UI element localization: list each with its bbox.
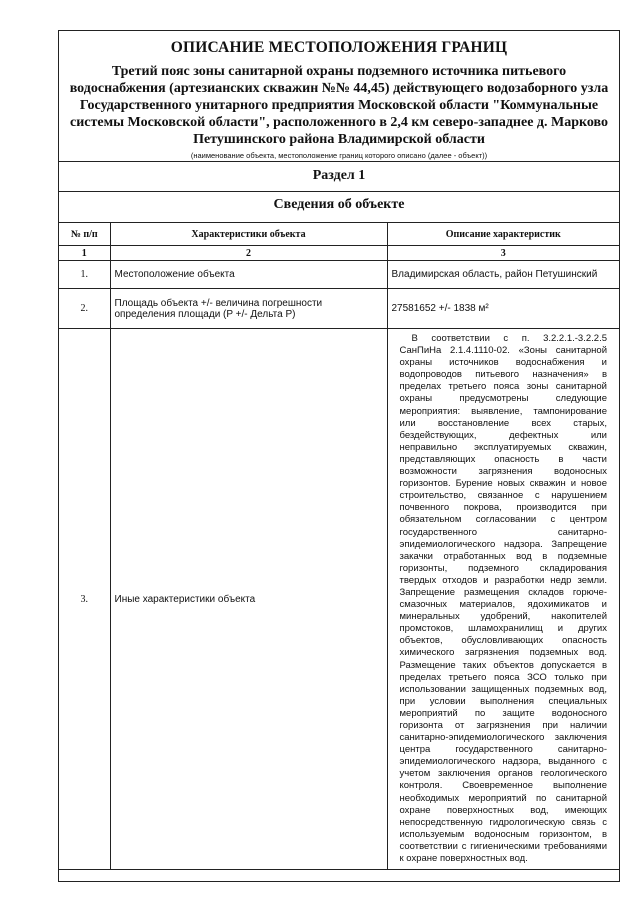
table-row bbox=[59, 289, 619, 329]
divider bbox=[59, 191, 619, 192]
column-header: Характеристики объекта bbox=[110, 223, 387, 246]
row-number: 1. bbox=[59, 261, 110, 289]
column-number: 1 bbox=[59, 246, 110, 261]
column-number: 3 bbox=[387, 246, 619, 261]
object-description: Третий пояс зоны санитарной охраны подземного источника питьевого водоснабжения (артезианских скважин №№ 44,45) действующего водозаборного узла Государственного унитарного предприятия Московской области "Коммунальные системы Московской области", расположенного в 2,4 км северо-западнее д. Марково Петушинского района Владимирской области bbox=[69, 64, 609, 147]
row-number: 2. bbox=[59, 289, 110, 329]
row-characteristic: Иные характеристики объекта bbox=[110, 329, 387, 870]
object-info-table bbox=[59, 222, 619, 870]
row-description: В соответствии с п. 3.2.2.1.-3.2.2.5 СанПиНа 2.1.4.1110-02. «Зоны санитарной охраны источников водоснабжения и водопроводов питьевого назначения» в пределах третьего пояса зоны санитарной охраны предусмотрены следующие мероприятия: выявление, тампонирование или восстановление всех старых, бездействующих, дефектных или неправильно эксплуатируемых скважин, представляющих опасность в части возможности загрязнения водоносных горизонтов. Бурение новых скважин и новое строительство, связанное с нарушением почвенного покрова, производится при обязательном согласовании с центром государственного санитарно-эпидемиологического надзора. Запрещение закачки отработанных вод в подземные горизонты, подземного складирования твердых отходов и разработки недр земли. Запрещение размещения складов горюче-смазочных материалов, ядохимикатов и минеральных удобрений, накопителей промстоков, шламохранилищ и других объектов, обусловливающих опасность химического загрязнения подземных вод. Размещение таких объектов допускается в пределах третьего пояса ЗСО только при использовании защищенных подземных вод, при условии выполнения специальных мероприятий по защите водоносного горизонта от загрязнения при наличии санитарно-эпидемиологического заключения центра государственного санитарно-эпидемиологического надзора, выданного с учетом заключения органов геологического контроля. Своевременное выполнение необходимых мероприятий по санитарной охране поверхностных вод, имеющих непосредственную гидрологическую связь с используемым водоносным горизонтом, в соответствии с гигиеническими требованиями к охране поверхностных вод. bbox=[387, 329, 619, 870]
object-caption: (наименование объекта, местоположение границ которого описано (далее - объект)) bbox=[190, 151, 488, 160]
row-characteristic: Местоположение объекта bbox=[110, 261, 387, 289]
table-row bbox=[59, 329, 619, 870]
column-number-row bbox=[59, 246, 619, 261]
section-name: Раздел 1 bbox=[312, 168, 366, 183]
row-characteristic: Площадь объекта +/- величина погрешности определения площади (P +/- Дельта P) bbox=[110, 289, 387, 329]
table-row bbox=[59, 261, 619, 289]
column-header: № п/п bbox=[59, 223, 110, 246]
row-description: 27581652 +/- 1838 м² bbox=[387, 289, 619, 329]
column-number: 2 bbox=[110, 246, 387, 261]
document-frame bbox=[58, 30, 620, 882]
column-header: Описание характеристик bbox=[387, 223, 619, 246]
document-title: ОПИСАНИЕ МЕСТОПОЛОЖЕНИЯ ГРАНИЦ bbox=[170, 39, 508, 56]
divider bbox=[59, 161, 619, 162]
section-heading: Сведения об объекте bbox=[273, 197, 405, 212]
table-header-row bbox=[59, 223, 619, 246]
row-description: Владимирская область, район Петушинский bbox=[387, 261, 619, 289]
document-header bbox=[59, 31, 619, 160]
row-number: 3. bbox=[59, 329, 110, 870]
